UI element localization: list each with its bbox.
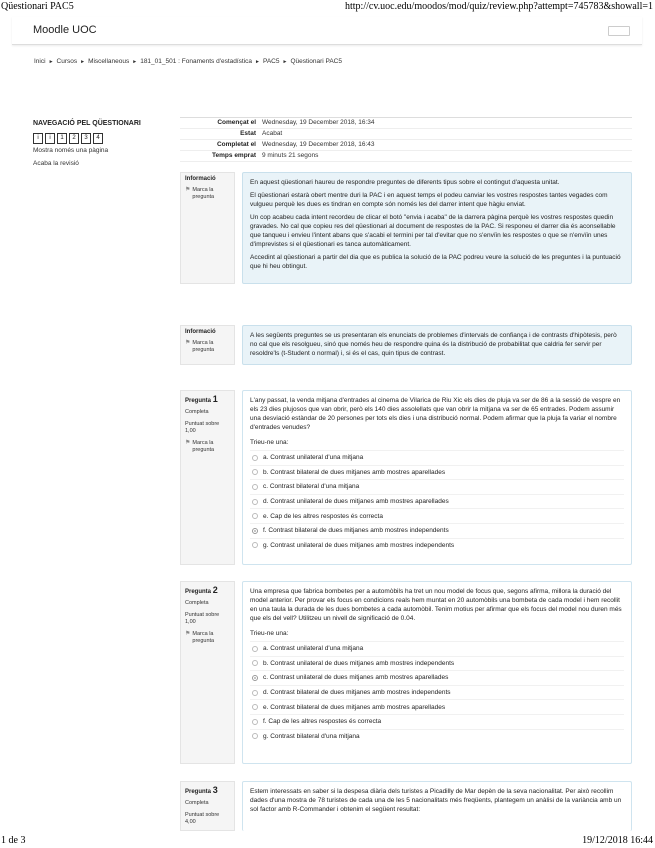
quiz-nav-button-info-1[interactable]: i [33, 133, 43, 144]
quiz-navigation-block [30, 115, 170, 195]
finish-review-link[interactable]: Acaba la revisió [33, 160, 79, 167]
breadcrumb [34, 58, 342, 65]
summary-label: Temps emprat [212, 152, 256, 159]
answer-option[interactable] [250, 641, 624, 656]
answer-option-label: f. Cap de les altres respostes és correcta [263, 718, 382, 726]
breadcrumb-separator-icon: ► [132, 59, 138, 65]
answer-option[interactable] [250, 670, 624, 685]
radio-button[interactable] [252, 690, 258, 696]
question-state: Completa [185, 409, 209, 415]
breadcrumb-item-course[interactable]: 181_01_501 : Fonaments d'estadística [140, 58, 253, 65]
radio-button[interactable] [252, 528, 258, 534]
flag-icon: ⚑ [185, 631, 191, 637]
answer-option-label: b. Contrast unilateral de dues mitjanes amb mostres independents [263, 659, 455, 667]
question-3 [180, 781, 632, 831]
question-type-label: Informació [185, 176, 216, 182]
answer-option[interactable] [250, 729, 624, 744]
radio-button[interactable] [252, 719, 258, 725]
question-text: Una empresa que fabrica bombetes per a automòbils ha tret un nou model de focus que, segons afirma, millora la duració del model anterior. Per provar els focus en condicions reals hem muntat en 20 automòbils una bombeta de cada model i hem recollit en una taula la durada de les dues bombetes a cada automòbil. Tenim motius per afirmar que els focus del model nou duren més que els del vell? Utilitzeu un nivell de significació de 0.04. [250, 588, 622, 622]
flag-question-label: Marca la pregunta [192, 187, 215, 200]
summary-label: Completat el [216, 141, 256, 148]
info-paragraph: A les següents preguntes se us presentaran els enunciats de problemes d'intervals de confiança i de contrasts d'hipòtesis, però no cal que els resolgueu, sinó que només heu de respondre quina és la distribució de probabilitat que caldria fer servir per resoldre'ls (t-Student o normal) i, si és el cas, quin tipus de contrast. [250, 332, 617, 357]
quiz-nav-button-1[interactable]: 1 [57, 133, 67, 144]
question-content [242, 390, 632, 565]
summary-value: Acabat [262, 130, 283, 137]
info-paragraph: Accedint al qüestionari a partir del dia que es publica la solució de la PAC podreu veure la solució de les preguntes i la puntuació que hi heu obtingut. [250, 254, 621, 270]
answer-option-label: g. Contrast bilateral d'una mitjana [263, 732, 360, 740]
question-info-panel [180, 172, 235, 284]
question-number-label: Pregunta [185, 398, 212, 404]
breadcrumb-item-category[interactable]: Miscellaneous [88, 58, 130, 65]
question-number [185, 785, 230, 795]
flag-icon: ⚑ [185, 187, 191, 193]
answer-option-label: e. Cap de les altres respostes és correcta [263, 512, 383, 520]
question-content [242, 581, 632, 764]
quiz-navigation-title: NAVEGACIÓ PEL QÜESTIONARI [33, 120, 141, 127]
radio-button[interactable] [252, 733, 258, 739]
flag-question-label: Marca la pregunta [192, 340, 215, 353]
info-paragraph: Un cop acabeu cada intent recordeu de clicar el botó "envia i acaba" de la darrera pàgina perquè les vostres respostes quedin gravades. No cal que copieu res del qüestionari al document de respostes de la PAC. Si responeu el darrer dia és aconsellable que tanqueu i envieu l'intent abans que s'acabi el termini per tal d'evitar que no s'envïin les respostes o que se n'envïin unes d'imprevistes si el qüestionari es tanca automàticament. [250, 214, 616, 248]
question-number [185, 394, 230, 404]
summary-row-time-taken [180, 151, 632, 162]
flag-question-link[interactable] [185, 631, 230, 645]
quiz-nav-button-2[interactable]: 2 [69, 133, 79, 144]
breadcrumb-item-pac[interactable]: PAC5 [262, 58, 280, 65]
answer-option-label: b. Contrast bilateral de dues mitjanes amb mostres aparellades [263, 468, 446, 476]
answer-option-label: c. Contrast unilateral de dues mitjanes amb mostres aparellades [263, 674, 449, 682]
info-block-2 [180, 325, 632, 365]
top-navbar [12, 17, 642, 45]
flag-icon: ⚑ [185, 340, 191, 346]
print-footer [0, 834, 655, 848]
flag-question-label: Marca la pregunta [192, 440, 215, 453]
answer-option[interactable] [250, 714, 624, 729]
breadcrumb-item-courses[interactable]: Cursos [56, 58, 78, 65]
answer-prompt: Trieu-ne una: [250, 439, 289, 446]
question-number-label: Pregunta [185, 589, 212, 595]
flag-question-link[interactable] [185, 440, 230, 454]
question-number-label: Pregunta [185, 789, 212, 795]
question-number-value: 1 [212, 394, 218, 404]
flag-question-link[interactable] [185, 340, 230, 354]
summary-label: Començat el [217, 119, 256, 126]
answer-option[interactable] [250, 450, 624, 465]
answer-option-label: d. Contrast bilateral de dues mitjanes amb mostres independents [263, 689, 451, 697]
quiz-nav-button-4[interactable]: 4 [93, 133, 103, 144]
user-menu-button[interactable] [608, 26, 630, 36]
summary-value: 9 minuts 21 segons [262, 152, 319, 159]
answer-option-label: e. Contrast bilateral de dues mitjanes amb mostres aparellades [263, 703, 446, 711]
answer-option[interactable] [250, 465, 624, 480]
print-url: http://cv.uoc.edu/moodos/mod/quiz/review.php?attempt=745783&showall=1 [345, 1, 653, 12]
radio-button[interactable] [252, 513, 258, 519]
info-block-1 [180, 172, 632, 284]
radio-button[interactable] [252, 704, 258, 710]
flag-icon: ⚑ [185, 440, 191, 446]
radio-button[interactable] [252, 469, 258, 475]
breadcrumb-item-home[interactable]: Inici [34, 58, 46, 65]
radio-button[interactable] [252, 542, 258, 548]
answer-option-label: a. Contrast unilateral d'una mitjana [263, 454, 364, 462]
question-content [242, 172, 632, 284]
question-1 [180, 390, 632, 565]
question-number-value: 2 [212, 585, 218, 595]
radio-button[interactable] [252, 675, 258, 681]
question-grade: Puntuat sobre 4,00 [185, 812, 220, 825]
attempt-summary-table [180, 117, 632, 162]
answer-option[interactable] [250, 538, 624, 553]
answer-option-label: a. Contrast unilateral d'una mitjana [263, 645, 364, 653]
answer-option-label: g. Contrast unilateral de dues mitjanes amb mostres independents [263, 541, 455, 549]
question-number [185, 585, 230, 595]
question-type-label: Informació [185, 329, 216, 335]
summary-value: Wednesday, 19 December 2018, 16:34 [262, 119, 375, 126]
question-state: Completa [185, 800, 209, 806]
radio-button[interactable] [252, 660, 258, 666]
question-content [242, 781, 632, 831]
breadcrumb-separator-icon: ► [255, 59, 260, 65]
summary-row-completed [180, 140, 632, 151]
quiz-navigation-buttons [33, 133, 170, 144]
question-grade: Puntuat sobre 1,00 [185, 421, 220, 434]
answer-option[interactable] [250, 656, 624, 671]
summary-value: Wednesday, 19 December 2018, 16:43 [262, 141, 375, 148]
summary-row-state [180, 129, 632, 140]
breadcrumb-separator-icon: ► [282, 59, 288, 65]
question-state: Completa [185, 600, 209, 606]
quiz-nav-button-3[interactable]: 3 [81, 133, 91, 144]
question-info-panel [180, 390, 235, 565]
answer-option[interactable] [250, 699, 624, 714]
question-info-panel [180, 581, 235, 764]
question-text: L'any passat, la venda mitjana d'entrades al cinema de Vilarica de Riu Xic els dies de pluja va ser de 86 a la sessió de vespre en els 23 dies plujosos que van obrir, però els 140 dies assolellats que van obrir la mitjana va ser de 65 entrades. Podem assumir una desviació estàndar de 20 persones per tots els dies i una distribució normal. Podem afirmar que la pluja fa variar el nombre d'entrades venudes? [250, 397, 621, 431]
question-info-panel [180, 325, 235, 365]
question-content [242, 325, 632, 365]
breadcrumb-item-quiz[interactable]: Qüestionari PAC5 [290, 58, 342, 65]
print-header [0, 0, 655, 14]
radio-button[interactable] [252, 455, 258, 461]
info-paragraph: El qüestionari estarà obert mentre duri la PAC i en aquest temps el podeu canviar les vostres respostes tantes vegades com vulgueu perquè les dues es tindran en compte són només les del darrer intent que hàgiu enviat. [250, 192, 608, 208]
breadcrumb-separator-icon: ► [48, 59, 54, 65]
site-brand[interactable]: Moodle UOC [33, 24, 97, 36]
breadcrumb-separator-icon: ► [80, 59, 86, 65]
info-paragraph: En aquest qüestionari haureu de respondre preguntes de diferents tipus sobre el contingut d'aquesta unitat. [250, 179, 560, 186]
radio-button[interactable] [252, 499, 258, 505]
summary-row-started [180, 118, 632, 129]
question-info-panel [180, 781, 235, 831]
quiz-nav-button-info-2[interactable]: i [45, 133, 55, 144]
answer-option[interactable] [250, 479, 624, 494]
radio-button[interactable] [252, 484, 258, 490]
print-page-title: Qüestionari PAC5 [1, 1, 74, 12]
answer-option-label: d. Contrast unilateral de dues mitjanes amb mostres aparellades [263, 498, 449, 506]
answer-prompt: Trieu-ne una: [250, 630, 289, 637]
answer-options [250, 450, 624, 552]
answer-option[interactable] [250, 508, 624, 523]
summary-label: Estat [240, 130, 256, 137]
answer-option[interactable] [250, 685, 624, 700]
question-2 [180, 581, 632, 764]
answer-option-label: f. Contrast bilateral de dues mitjanes amb mostres independents [263, 527, 449, 535]
print-datetime: 19/12/2018 16:44 [582, 835, 653, 846]
answer-option-label: c. Contrast bilateral d'una mitjana [263, 483, 360, 491]
print-page-number: 1 de 3 [1, 835, 26, 846]
answer-options [250, 641, 624, 743]
flag-question-link[interactable] [185, 187, 230, 201]
radio-button[interactable] [252, 646, 258, 652]
question-grade: Puntuat sobre 1,00 [185, 612, 220, 625]
answer-option[interactable] [250, 523, 624, 538]
show-one-page-link[interactable]: Mostra només una pàgina [33, 147, 109, 154]
flag-question-label: Marca la pregunta [192, 631, 215, 644]
question-text: Estem interessats en saber si la despesa diària dels turistes a Picadilly de Mar depèn de la seva nacionalitat. Per això recollim dades d'una mostra de 78 turistes de cada una de les 5 nacionalitats més freqüents, plantegem un anàlisi de la variància amb un sol factor amb R-Commander i obtenim el següent resultat: [250, 788, 622, 813]
question-number-value: 3 [212, 785, 218, 795]
answer-option[interactable] [250, 494, 624, 509]
